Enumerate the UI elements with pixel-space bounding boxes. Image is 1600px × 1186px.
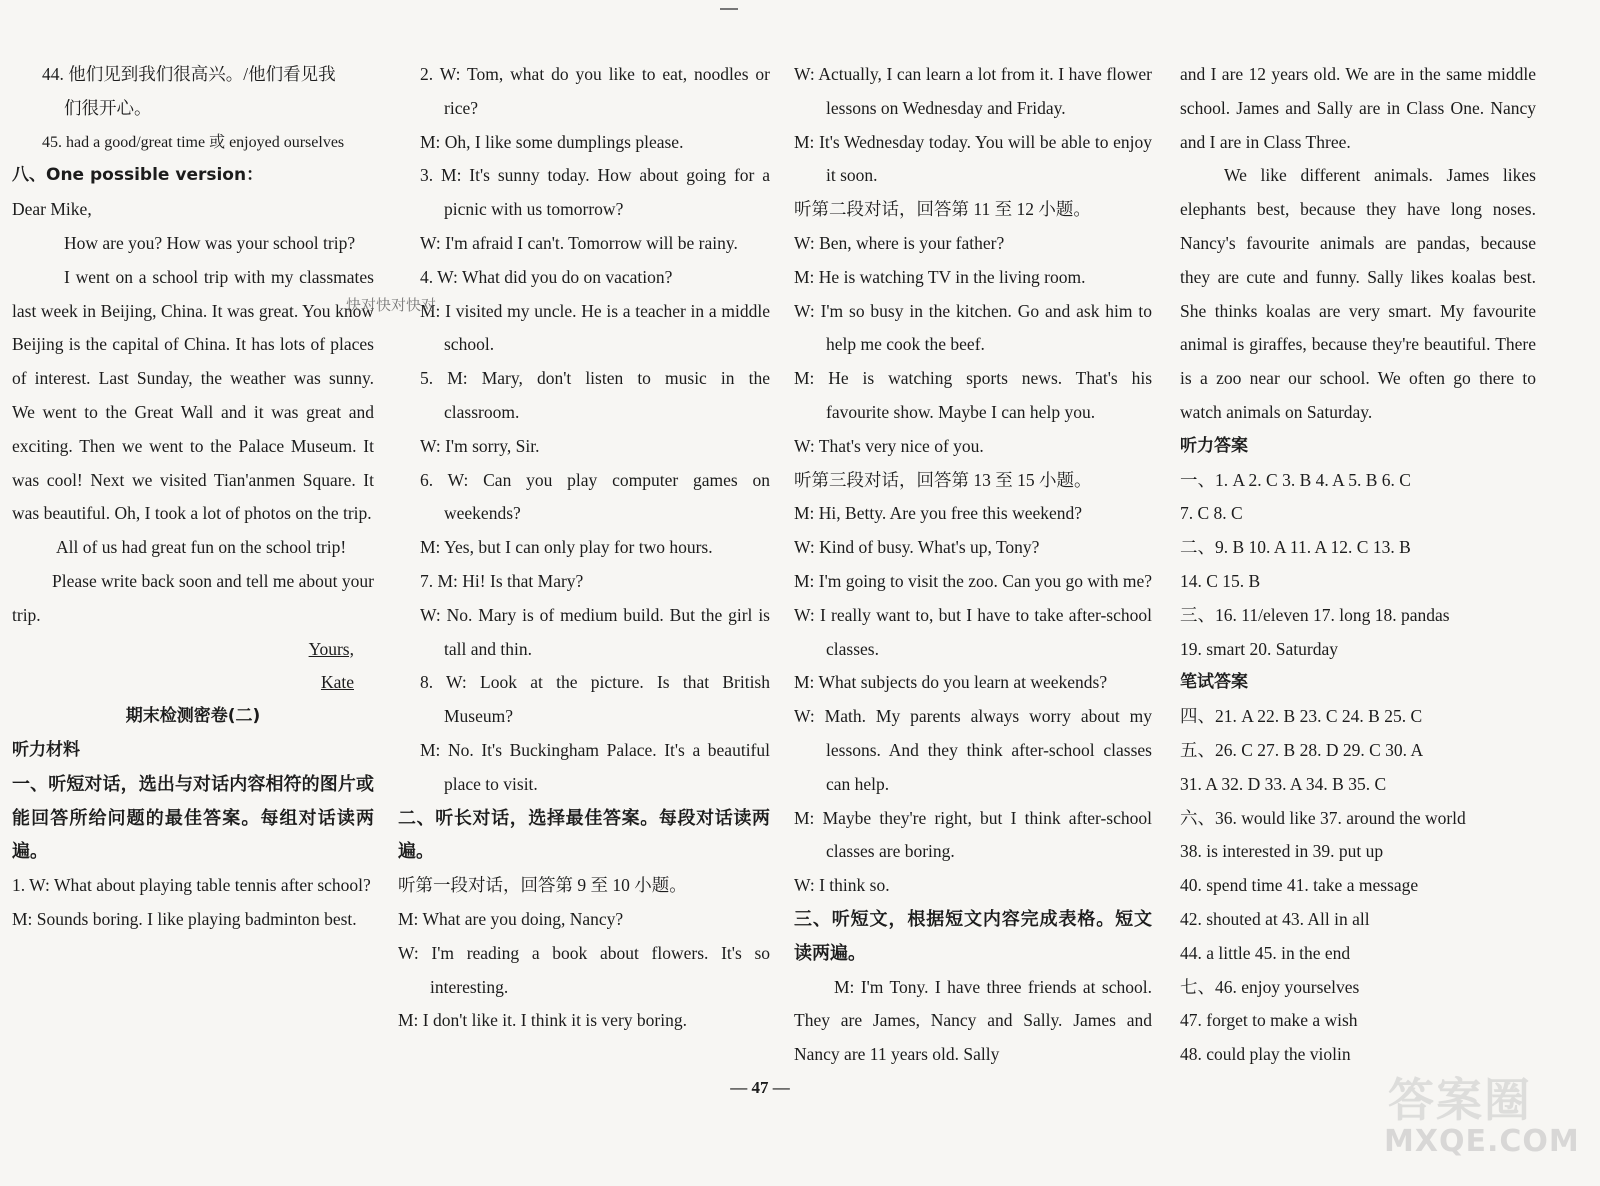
long-dialogue-1-line5: M: It's Wednesday today. You will be able to enjoy it soon.	[794, 131, 1152, 186]
long-dialogue-2-line5: W: That's very nice of you.	[794, 435, 984, 456]
dialogue-6-m: M: Yes, but I can only play for two hours.	[420, 537, 713, 558]
long-dialogue-3-line5: M: What subjects do you learn at weekends?	[794, 672, 1108, 693]
long-dialogue-3-line8: W: I think so.	[794, 875, 890, 896]
written-answers-heading: 笔试答案	[1180, 672, 1248, 693]
dialogue-8-m: M: No. It's Buckingham Palace. It's a beautiful place to visit.	[420, 739, 770, 794]
dialogue-4-w: 4. W: What did you do on vacation?	[420, 266, 673, 287]
long-dialogue-2-line3: W: I'm so busy in the kitchen. Go and ask him to help me cook the beef.	[794, 300, 1152, 355]
long-dialogue-2-heading: 听第二段对话，回答第 11 至 12 小题。	[794, 199, 1091, 220]
answers-line-15: 七、46. enjoy yourselves	[1180, 976, 1360, 997]
answers-line-9: 31. A 32. D 33. A 34. B 35. C	[1180, 773, 1387, 794]
page-number: — 47 —	[730, 1078, 790, 1097]
answers-line-3: 二、9. B 10. A 11. A 12. C 13. B	[1180, 537, 1411, 558]
dialogue-7-w: W: No. Mary is of medium build. But the girl is tall and thin.	[420, 604, 770, 659]
long-dialogue-3-line1: M: Hi, Betty. Are you free this weekend?	[794, 503, 1083, 524]
long-dialogue-1-line2: W: I'm reading a book about flowers. It's so interesting.	[398, 942, 770, 997]
answers-line-16: 47. forget to make a wish	[1180, 1010, 1358, 1031]
dialogue-1-m: M: Sounds boring. I like playing badminton best.	[12, 908, 357, 929]
letter-signoff: Yours,	[308, 638, 354, 659]
letter-greeting: How are you? How was your school trip?	[64, 232, 356, 253]
section-1-instruction: 一、听短对话，选出与对话内容相符的图片或能回答所给问题的最佳答案。每组对话读两遍。	[12, 773, 374, 863]
long-dialogue-1-heading: 听第一段对话，回答第 9 至 10 小题。	[398, 875, 687, 896]
watermark-logo	[1378, 1060, 1578, 1170]
answers-line-1: 一、1. A 2. C 3. B 4. A 5. B 6. C	[1180, 469, 1411, 490]
section-3-instruction: 三、听短文，根据短文内容完成表格。短文读两遍。	[794, 908, 1152, 964]
answers-line-7: 四、21. A 22. B 23. C 24. B 25. C	[1180, 706, 1423, 727]
exam-title: 期末检测密卷(二)	[125, 706, 261, 727]
long-dialogue-3-line3: M: I'm going to visit the zoo. Can you go with me?	[794, 570, 1152, 591]
listening-answers-heading: 听力答案	[1180, 435, 1248, 456]
dialogue-5-m: 5. M: Mary, don't listen to music in the classroom.	[420, 368, 770, 422]
watermark-domain: MXQE.COM	[1384, 1124, 1580, 1159]
dialogue-1-w: 1. W: What about playing table tennis after school?	[12, 875, 371, 896]
answers-line-13: 42. shouted at 43. All in all	[1180, 908, 1370, 929]
long-dialogue-3-heading: 听第三段对话，回答第 13 至 15 小题。	[794, 469, 1092, 490]
long-dialogue-2-line1: W: Ben, where is your father?	[794, 232, 1005, 253]
long-dialogue-1-line3: M: I don't like it. I think it is very boring.	[398, 1010, 687, 1031]
dialogue-2-m: M: Oh, I like some dumplings please.	[420, 131, 684, 152]
answer-44-line1: 44. 他们见到我们很高兴。/他们看见我	[42, 64, 336, 84]
answers-line-4: 14. C 15. B	[1180, 570, 1261, 591]
letter-signature: Kate	[320, 672, 354, 693]
dialogue-2-w: 2. W: Tom, what do you like to eat, noodles or rice?	[420, 64, 770, 118]
listening-heading: 听力材料	[12, 739, 80, 760]
long-dialogue-1-line4: W: Actually, I can learn a lot from it. I have flower lessons on Wednesday and Friday.	[794, 64, 1152, 118]
answers-line-12: 40. spend time 41. take a message	[1180, 875, 1419, 896]
dialogue-7-m: 7. M: Hi! Is that Mary?	[420, 570, 584, 591]
answers-line-2: 7. C 8. C	[1180, 503, 1243, 524]
long-dialogue-2-line2: M: He is watching TV in the living room.	[794, 266, 1086, 287]
dialogue-8-w: 8. W: Look at the picture. Is that British Museum?	[420, 672, 770, 727]
long-dialogue-3-line7: M: Maybe they're right, but I think after-school classes are boring.	[794, 807, 1152, 862]
section-2-instruction: 二、听长对话，选择最佳答案。每段对话读两遍。	[398, 807, 770, 863]
long-dialogue-2-line4: M: He is watching sports news. That's his favourite show. Maybe I can help you.	[794, 368, 1152, 422]
passage-continued: and I are 12 years old. We are in the same middle school. James and Sally are in Class One. Nancy and I are in Class Three.	[1180, 64, 1536, 152]
long-dialogue-3-line6: W: Math. My parents always worry about my lessons. And they think after-school classes can help.	[794, 706, 1152, 794]
answers-line-8: 五、26. C 27. B 28. D 29. C 30. A	[1180, 739, 1424, 760]
dialogue-4-m: M: I visited my uncle. He is a teacher in a middle school.	[420, 300, 770, 355]
answers-line-14: 44. a little 45. in the end	[1180, 942, 1351, 963]
letter-request: Please write back soon and tell me about your trip.	[12, 570, 374, 625]
answers-line-17: 48. could play the violin	[1180, 1044, 1351, 1065]
dialogue-5-w: W: I'm sorry, Sir.	[420, 435, 540, 456]
answers-line-6: 19. smart 20. Saturday	[1180, 638, 1338, 659]
overlay-stamp-text: 快对快对快对	[346, 296, 437, 314]
long-dialogue-1-line1: M: What are you doing, Nancy?	[398, 908, 624, 929]
letter-salutation: Dear Mike,	[12, 199, 92, 220]
column-4	[1180, 58, 1536, 1072]
column-2	[398, 58, 770, 1038]
answers-line-5: 三、16. 11/eleven 17. long 18. pandas	[1180, 604, 1450, 625]
top-rule	[720, 8, 738, 10]
letter-closing-para: All of us had great fun on the school trip!	[56, 537, 347, 558]
dialogue-6-w: 6. W: Can you play computer games on weekends?	[420, 469, 770, 524]
passage-animals: We like different animals. James likes elephants best, because they have long noses. Nancy's favourite animals are pandas, because they are cute and funny. Sally likes koalas best. She thinks koalas are very smart. My favourite animal is giraffes, because they're beautiful. There is a zoo near our school. We often go there to watch animals on Saturday.	[1180, 165, 1536, 422]
column-1	[12, 58, 374, 937]
answer-44-line2: 们很开心。	[64, 97, 152, 118]
answers-line-10: 六、36. would like 37. around the world	[1180, 807, 1466, 828]
essay-heading: 八、One possible version：	[12, 165, 264, 186]
long-dialogue-3-line4: W: I really want to, but I have to take after-school classes.	[794, 604, 1152, 659]
passage-start: M: I'm Tony. I have three friends at school. They are James, Nancy and Sally. James and Nancy are 11 years old. Sally	[794, 976, 1152, 1065]
dialogue-3-w: W: I'm afraid I can't. Tomorrow will be rainy.	[420, 232, 738, 253]
column-3	[794, 58, 1152, 1072]
long-dialogue-3-line2: W: Kind of busy. What's up, Tony?	[794, 537, 1040, 558]
watermark-text: 答案圈	[1388, 1073, 1532, 1127]
answers-line-11: 38. is interested in 39. put up	[1180, 841, 1384, 862]
answer-45: 45. had a good/great time 或 enjoyed ourselves	[42, 133, 345, 151]
dialogue-3-m: 3. M: It's sunny today. How about going for a picnic with us tomorrow?	[420, 165, 770, 220]
letter-body: I went on a school trip with my classmates last week in Beijing, China. It was great. You know Beijing is the capital of China. It has lots of places of interest. Last Sunday, the weather was sunny. We went to the Great Wall and it was great and exciting. Then we went to the Palace Museum. It was cool! Next we visited Tian'anmen Square. It was beautiful. Oh, I took a lot of photos on the trip.	[12, 266, 374, 524]
